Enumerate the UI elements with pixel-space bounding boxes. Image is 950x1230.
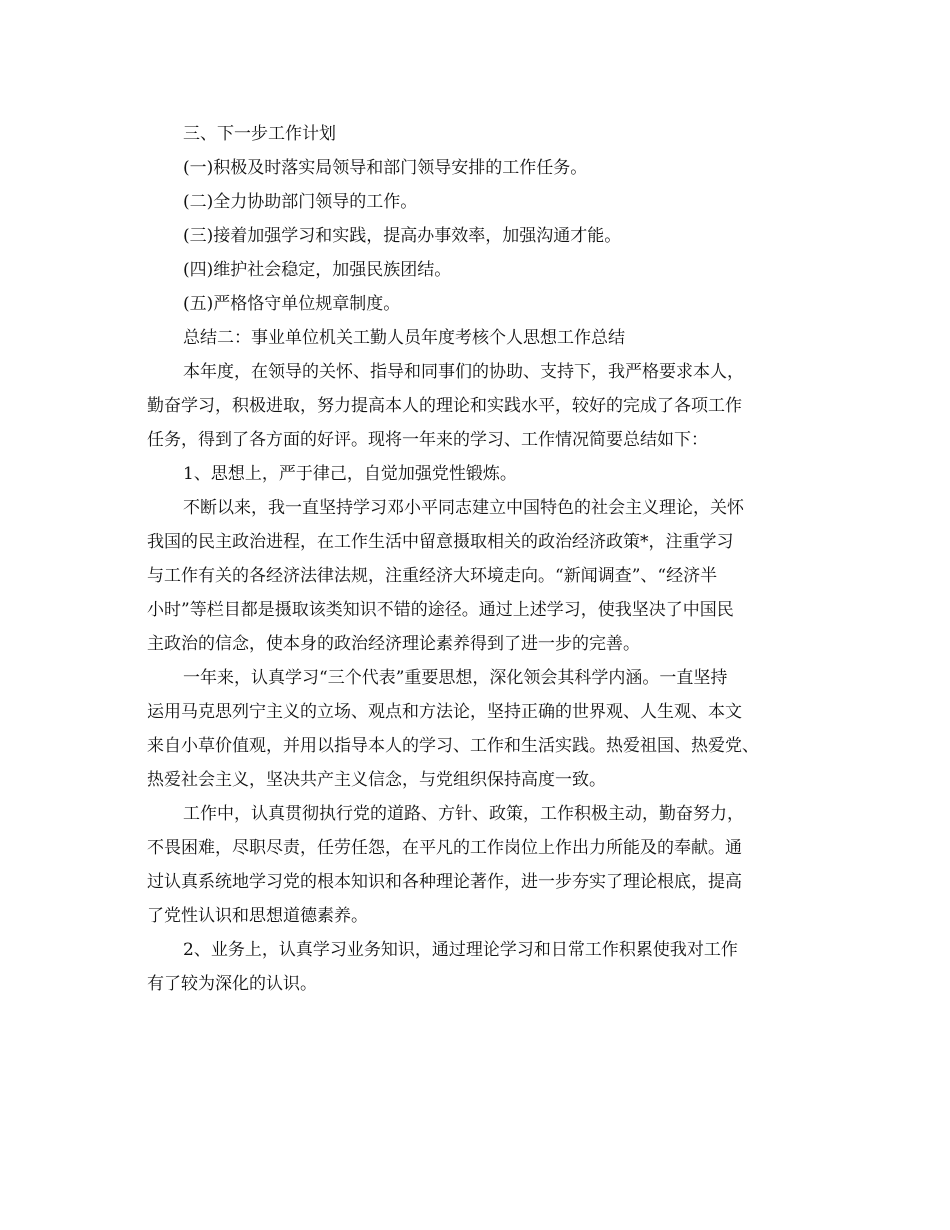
- paragraph-line: 有了较为深化的认识。: [147, 974, 317, 994]
- paragraph-line: 小时”等栏目都是摄取该类知识不错的途径。通过上述学习，使我坚决了中国民: [147, 600, 734, 620]
- subsection-heading: 2、业务上，认真学习业务知识，通过理论学习和日常工作积累使我对工作: [183, 940, 738, 960]
- summary-title: 总结二：事业单位机关工勤人员年度考核个人思想工作总结: [183, 328, 625, 348]
- paragraph-line: 与工作有关的各经济法律法规，注重经济大环境走向。“新闻调查”、“经济半: [147, 566, 718, 586]
- paragraph-line: 一年来，认真学习“三个代表”重要思想，深化领会其科学内涵。一直坚持: [183, 668, 728, 688]
- section-heading: 三、下一步工作计划: [183, 124, 336, 144]
- paragraph-line: 任务，得到了各方面的好评。现将一年来的学习、工作情况简要总结如下：: [147, 430, 708, 450]
- paragraph-line: 不畏困难，尽职尽责，任劳任怨，在平凡的工作岗位上作出力所能及的奉献。通: [147, 838, 742, 858]
- document-body: [147, 117, 807, 1001]
- paragraph-line: 勤奋学习，积极进取，努力提高本人的理论和实践水平，较好的完成了各项工作: [147, 396, 742, 416]
- paragraph-line: 不断以来，我一直坚持学习邓小平同志建立中国特色的社会主义理论，关怀: [183, 498, 744, 518]
- paragraph-line: 主政治的信念，使本身的政治经济理论素养得到了进一步的完善。: [147, 634, 640, 654]
- paragraph-line: 过认真系统地学习党的根本知识和各种理论著作，进一步夯实了理论根底，提高: [147, 872, 742, 892]
- subsection-heading: 1、思想上，严于律己，自觉加强党性锻炼。: [183, 464, 517, 484]
- plan-item: (四)维护社会稳定，加强民族团结。: [183, 260, 452, 280]
- paragraph-line: 运用马克思列宁主义的立场、观点和方法论，坚持正确的世界观、人生观、本文: [147, 702, 742, 722]
- paragraph-line: 本年度，在领导的关怀、指导和同事们的协助、支持下，我严格要求本人，: [183, 362, 744, 382]
- paragraph-line: 我国的民主政治进程，在工作生活中留意摄取相关的政治经济政策*，注重学习: [147, 532, 734, 552]
- paragraph-line: 热爱社会主义，坚决共产主义信念，与党组织保持高度一致。: [147, 770, 606, 790]
- plan-item: (三)接着加强学习和实践，提高办事效率，加强沟通才能。: [183, 226, 622, 246]
- plan-item: (一)积极及时落实局领导和部门领导安排的工作任务。: [183, 158, 588, 178]
- paragraph-line: 了党性认识和思想道德素养。: [147, 906, 368, 926]
- paragraph-line: 工作中，认真贯彻执行党的道路、方针、政策，工作积极主动，勤奋努力，: [183, 804, 744, 824]
- plan-item: (五)严格恪守单位规章制度。: [183, 294, 401, 314]
- plan-item: (二)全力协助部门领导的工作。: [183, 192, 418, 212]
- paragraph-line: 来自小草价值观，并用以指导本人的学习、工作和生活实践。热爱祖国、热爱党、: [147, 736, 759, 756]
